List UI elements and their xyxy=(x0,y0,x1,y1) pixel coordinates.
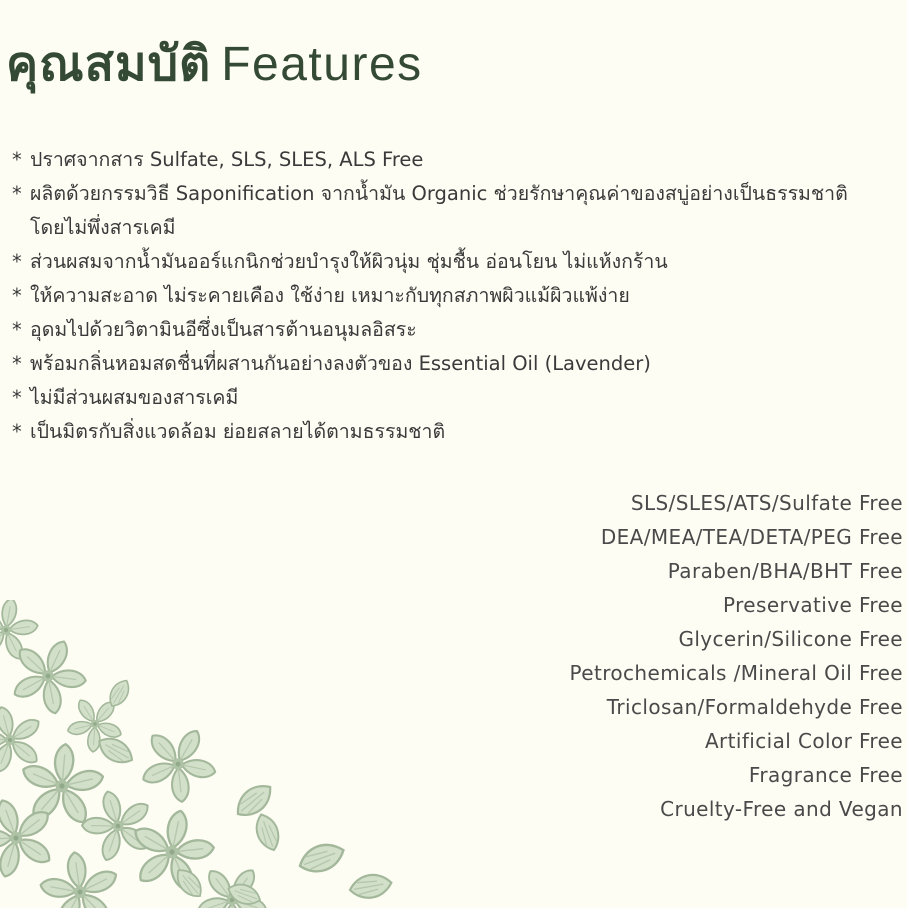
free-item: DEA/MEA/TEA/DETA/PEG Free xyxy=(600,525,903,549)
free-item: Triclosan/Formaldehyde Free xyxy=(606,695,903,719)
feature-item xyxy=(12,143,897,177)
free-item: Artificial Color Free xyxy=(704,729,903,753)
bullet-star: * xyxy=(12,318,22,341)
feature-text: ส่วนผสมจากน้ำมันออร์แกนิกช่วยบำรุงให้ผิวนุ่ม ชุ่มชื้น อ่อนโยน ไม่แห้งกร้าน xyxy=(30,250,668,273)
floral-decoration xyxy=(0,600,400,908)
features-list xyxy=(12,143,897,449)
feature-text: ปราศจากสาร Sulfate, SLS, SLES, ALS Free xyxy=(30,148,424,171)
bullet-star: * xyxy=(12,182,22,205)
free-item: Preservative Free xyxy=(723,593,903,617)
bullet-star: * xyxy=(12,284,22,307)
free-item: SLS/SLES/ATS/Sulfate Free xyxy=(630,491,903,515)
feature-text: เป็นมิตรกับสิ่งแวดล้อม ย่อยสลายได้ตามธรรมชาติ xyxy=(30,420,446,443)
title-english: Features xyxy=(221,38,423,91)
feature-text: ผลิตด้วยกรรมวิธี Saponification จากน้ำมัน Organic ช่วยรักษาคุณค่าของสบู่อย่างเป็นธรรมชาติ xyxy=(30,182,848,205)
free-from-list xyxy=(570,486,904,826)
bullet-star: * xyxy=(12,386,22,409)
page-title xyxy=(6,30,423,99)
bullet-star: * xyxy=(12,148,22,171)
free-item: Fragrance Free xyxy=(748,763,903,787)
free-item: Paraben/BHA/BHT Free xyxy=(667,559,903,583)
feature-text: อุดมไปด้วยวิตามินอีซึ่งเป็นสารต้านอนุมลอิสระ xyxy=(30,318,417,341)
title-thai: คุณสมบัติ xyxy=(6,36,212,92)
bullet-star: * xyxy=(12,420,22,443)
feature-text: ไม่มีส่วนผสมของสารเคมี xyxy=(30,386,239,409)
feature-text: ให้ความสะอาด ไม่ระคายเคือง ใช้ง่าย เหมาะกับทุกสภาพผิวแม้ผิวแพ้ง่าย xyxy=(30,284,630,307)
feature-text: พร้อมกลิ่นหอมสดชื่นที่ผสานกันอย่างลงตัวของ Essential Oil (Lavender) xyxy=(30,352,651,375)
feature-item xyxy=(12,415,897,449)
bullet-star: * xyxy=(12,250,22,273)
feature-item xyxy=(12,279,897,313)
feature-item xyxy=(12,177,897,245)
feature-item xyxy=(12,245,897,279)
feature-item xyxy=(12,347,897,381)
feature-item xyxy=(12,313,897,347)
free-item: Glycerin/Silicone Free xyxy=(678,627,903,651)
free-item: Cruelty-Free and Vegan xyxy=(660,797,903,821)
feature-text-continuation: โดยไม่พึ่งสารเคมี xyxy=(30,216,176,239)
free-item: Petrochemicals /Mineral Oil Free xyxy=(569,661,903,685)
feature-item xyxy=(12,381,897,415)
bullet-star: * xyxy=(12,352,22,375)
